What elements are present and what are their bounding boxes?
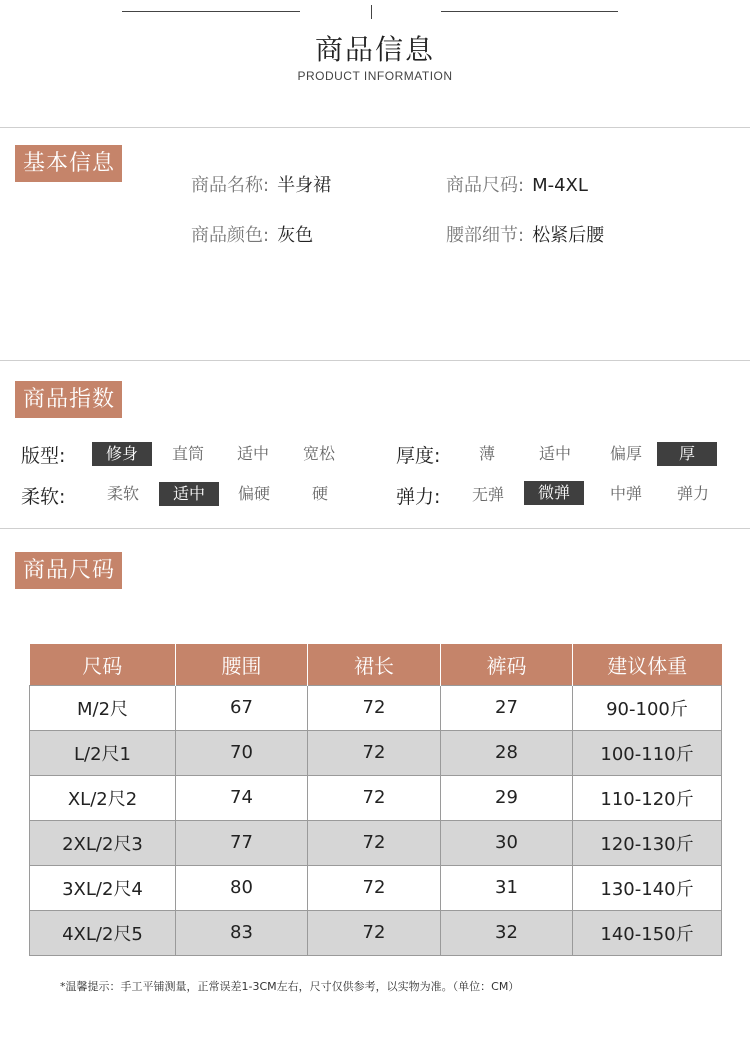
index-option-elasticity: 微弹 — [524, 481, 584, 505]
section-tag-index: 商品指数 — [15, 381, 122, 418]
index-option-thickness: 薄 — [478, 444, 495, 463]
table-cell: 72 — [308, 730, 441, 775]
table-cell: 100-110斤 — [573, 730, 722, 775]
index-option-elasticity: 中弹 — [609, 484, 642, 503]
index-option-fit: 适中 — [236, 444, 269, 463]
index-option-elasticity: 弹力 — [676, 484, 709, 503]
info-key: 腰部细节: — [446, 225, 525, 246]
table-cell: 27 — [441, 685, 573, 730]
table-cell: 31 — [441, 865, 573, 910]
index-option-softness: 适中 — [159, 482, 219, 506]
page-title: 商品信息 — [314, 33, 435, 66]
table-row — [30, 820, 722, 865]
index-option-softness: 柔软 — [106, 484, 139, 503]
table-cell: 72 — [308, 820, 441, 865]
table-row — [30, 730, 722, 775]
table-cell: 67 — [176, 685, 308, 730]
table-row — [30, 865, 722, 910]
section-tag-basic: 基本信息 — [15, 145, 122, 182]
header-cell: 裙长 — [308, 644, 441, 685]
index-option-thickness: 厚 — [657, 442, 717, 466]
index-option-thickness: 适中 — [538, 444, 571, 463]
index-label-thickness: 厚度: — [396, 445, 441, 467]
table-cell: 72 — [308, 910, 441, 955]
table-cell: 72 — [308, 685, 441, 730]
header-cell: 尺码 — [30, 644, 176, 685]
table-cell: 130-140斤 — [573, 865, 722, 910]
info-key: 商品名称: — [191, 175, 270, 196]
divider — [0, 127, 750, 128]
info-product-color — [191, 221, 313, 247]
table-cell: L/2尺1 — [30, 730, 176, 775]
info-value: 半身裙 — [277, 175, 332, 196]
table-cell: 2XL/2尺3 — [30, 820, 176, 865]
index-label-elasticity: 弹力: — [396, 486, 441, 508]
table-row — [30, 685, 722, 730]
table-cell: 72 — [308, 865, 441, 910]
page-subtitle: PRODUCT INFORMATION — [297, 69, 453, 83]
table-cell: 90-100斤 — [573, 685, 722, 730]
divider — [0, 528, 750, 529]
measurement-note: *温馨提示：手工平铺测量，正常误差1-3CM左右，尺寸仅供参考，以实物为准。（单位：CM） — [60, 980, 520, 993]
index-label-fit: 版型: — [21, 445, 66, 467]
header-cell: 腰围 — [176, 644, 308, 685]
index-option-softness: 偏硬 — [237, 484, 270, 503]
table-cell: 120-130斤 — [573, 820, 722, 865]
info-product-size — [446, 171, 588, 197]
divider — [0, 360, 750, 361]
table-cell: M/2尺 — [30, 685, 176, 730]
table-cell: 4XL/2尺5 — [30, 910, 176, 955]
index-option-fit: 直筒 — [171, 444, 204, 463]
table-cell: 70 — [176, 730, 308, 775]
info-waist-detail — [446, 221, 604, 247]
size-table — [29, 644, 722, 956]
size-table-header — [30, 644, 722, 685]
index-option-softness: 硬 — [311, 484, 328, 503]
table-cell: 29 — [441, 775, 573, 820]
table-cell: 72 — [308, 775, 441, 820]
table-row — [30, 775, 722, 820]
info-value: M-4XL — [532, 175, 588, 196]
info-value: 松紧后腰 — [532, 225, 605, 246]
table-cell: 28 — [441, 730, 573, 775]
index-option-thickness: 偏厚 — [609, 444, 642, 463]
table-cell: 77 — [176, 820, 308, 865]
header-line-right — [441, 11, 618, 12]
info-key: 商品尺码: — [446, 175, 525, 196]
info-value: 灰色 — [277, 225, 314, 246]
table-cell: 110-120斤 — [573, 775, 722, 820]
table-cell: 3XL/2尺4 — [30, 865, 176, 910]
table-cell: 30 — [441, 820, 573, 865]
header-line-left — [122, 11, 300, 12]
index-option-fit: 修身 — [92, 442, 152, 466]
index-option-fit: 宽松 — [302, 444, 335, 463]
header-cell: 裤码 — [441, 644, 573, 685]
info-product-name — [191, 171, 331, 197]
section-tag-sizes: 商品尺码 — [15, 552, 122, 589]
table-cell: 74 — [176, 775, 308, 820]
index-option-elasticity: 无弹 — [471, 485, 504, 504]
table-cell: 32 — [441, 910, 573, 955]
table-row — [30, 910, 722, 955]
table-cell: 140-150斤 — [573, 910, 722, 955]
header-tick — [371, 5, 372, 19]
header-cell: 建议体重 — [573, 644, 722, 685]
table-cell: XL/2尺2 — [30, 775, 176, 820]
table-cell: 80 — [176, 865, 308, 910]
info-key: 商品颜色: — [191, 225, 270, 246]
table-cell: 83 — [176, 910, 308, 955]
index-label-softness: 柔软: — [21, 486, 66, 508]
